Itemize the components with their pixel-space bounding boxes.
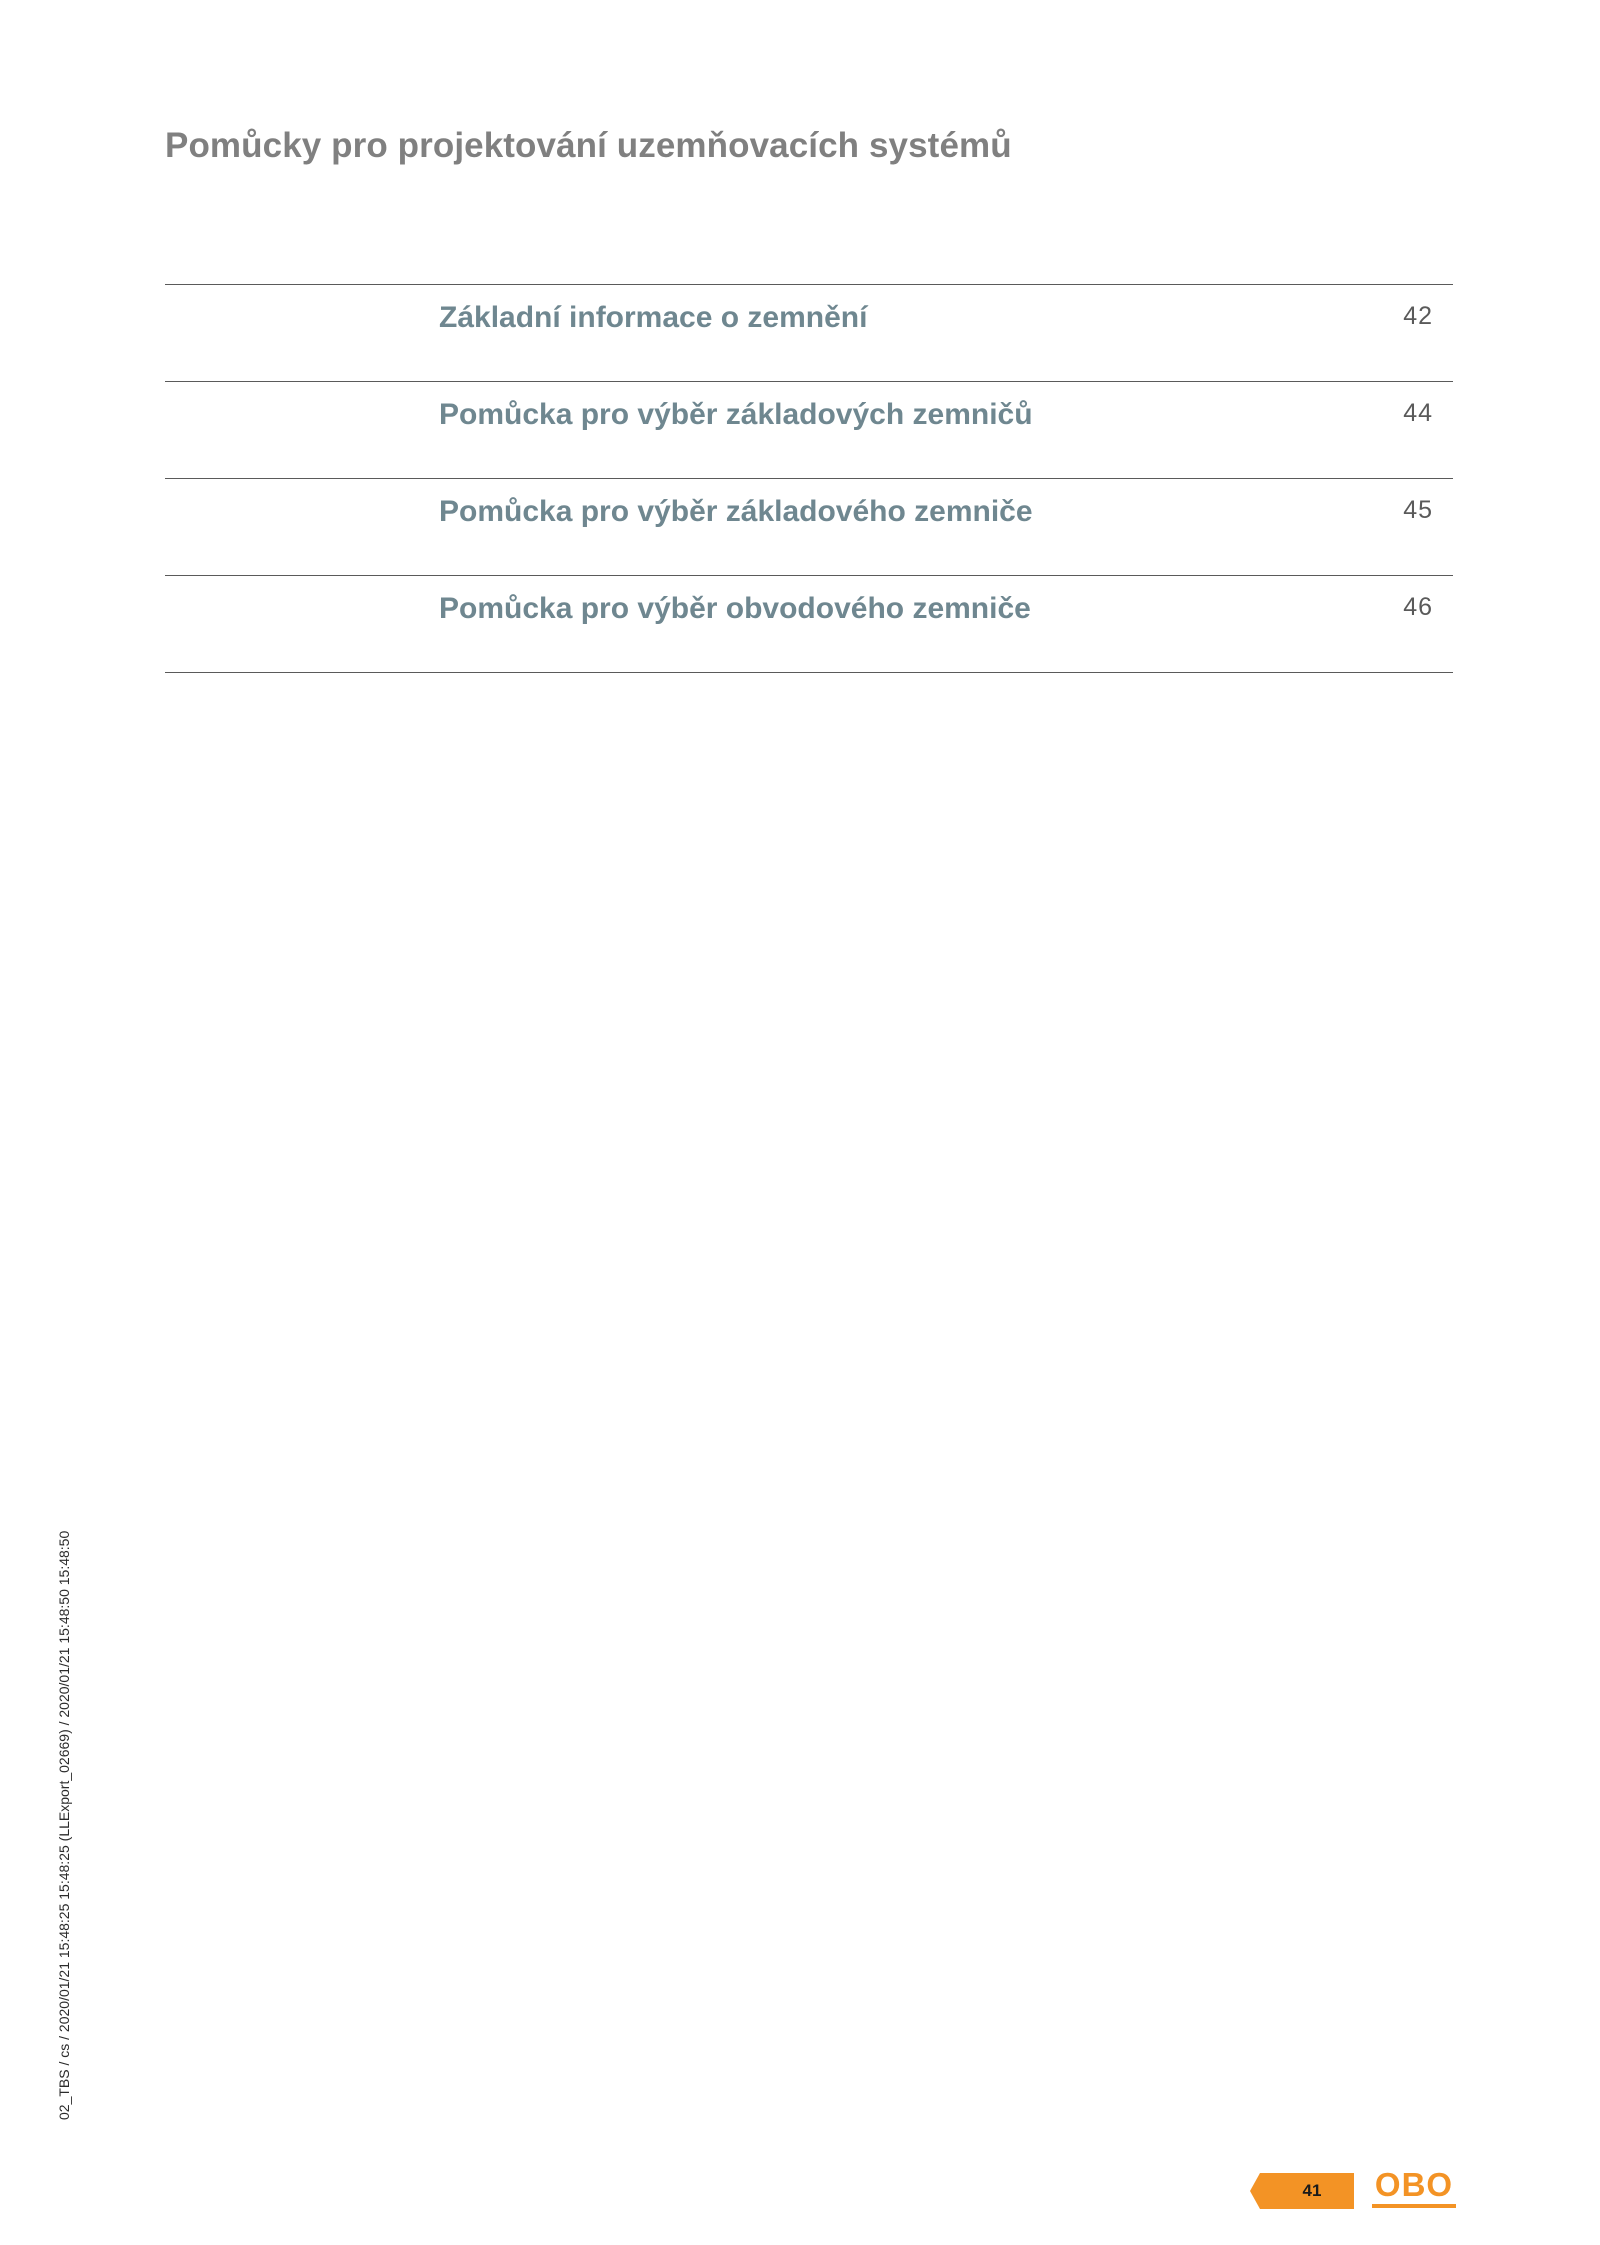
toc-entry[interactable]	[165, 381, 1453, 478]
toc-entry[interactable]	[165, 284, 1453, 381]
toc-entry-label[interactable]: Pomůcka pro výběr základových zemničů	[439, 398, 1033, 431]
obo-logo	[1370, 2168, 1458, 2210]
page-number: 41	[1302, 2181, 1322, 2200]
obo-logo-underline	[1372, 2204, 1456, 2208]
toc-entry-label[interactable]: Pomůcka pro výběr obvodového zemniče	[439, 592, 1031, 625]
obo-logo-wordmark: OBO	[1374, 2166, 1454, 2203]
toc-entry[interactable]	[165, 478, 1453, 575]
page-number-tab	[1250, 2173, 1354, 2209]
toc-entry-page: 42	[1403, 302, 1433, 330]
toc-entry-page: 44	[1403, 399, 1433, 427]
export-metadata-note: 02_TBS / cs / 2020/01/21 15:48:25 15:48:25 (LLExport_02669) / 2020/01/21 15:48:50 15:48:50	[56, 1530, 72, 2120]
toc-entry[interactable]	[165, 575, 1453, 672]
toc-entry-label[interactable]: Základní informace o zemnění	[439, 301, 868, 334]
page-title: Pomůcky pro projektování uzemňovacích systémů	[165, 126, 1012, 165]
toc-entry-page: 46	[1403, 593, 1433, 621]
toc-entry-label[interactable]: Pomůcka pro výběr základového zemniče	[439, 495, 1033, 528]
table-of-contents	[165, 284, 1453, 673]
toc-entry-page: 45	[1403, 496, 1433, 524]
